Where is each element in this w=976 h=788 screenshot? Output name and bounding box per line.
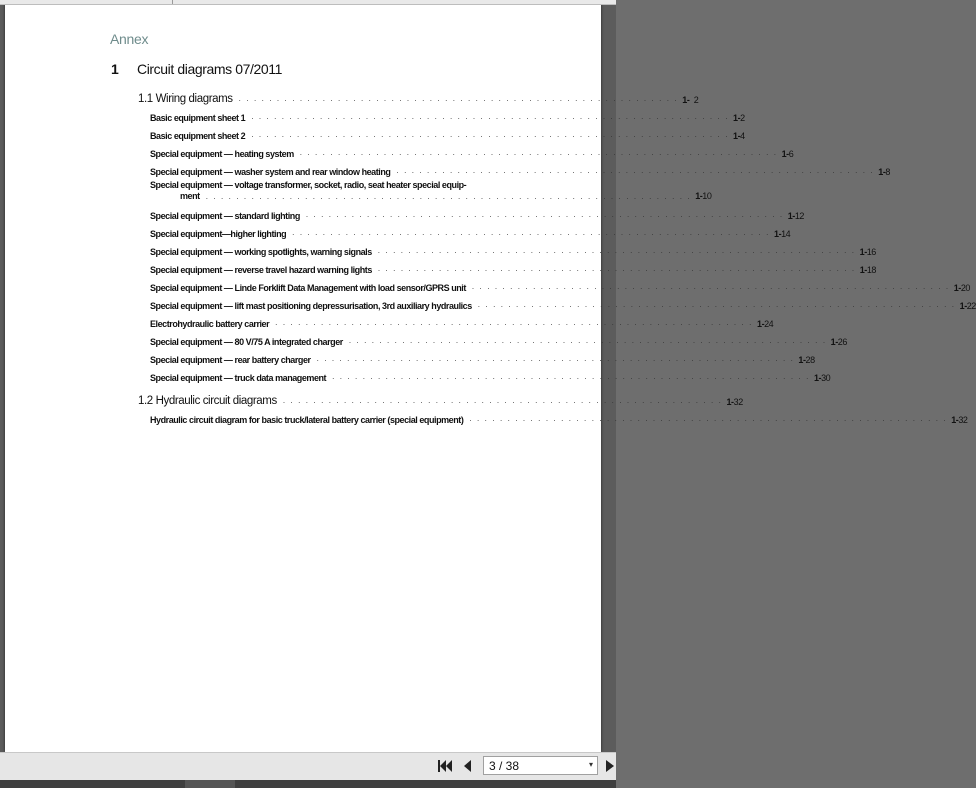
toc-item-label: Special equipment — standard lighting <box>150 211 306 221</box>
toc-page: 1-8 <box>878 167 890 177</box>
toc-item-label: Basic equipment sheet 2 <box>150 131 251 141</box>
toc-leader: . . . . . . . . . . . . . . . . . . . . . . . . . . . . . . . . . . . . . . . . . . . . . . . . . . . . . . . . . . . . . . . <box>316 354 795 363</box>
toc-item-label: Special equipment — Linde Forklift Data Management with load sensor/GPRS unit <box>150 283 472 293</box>
toc-page: 1-28 <box>798 355 815 365</box>
toc-item[interactable] <box>138 221 791 239</box>
toc-item[interactable] <box>138 105 745 123</box>
toc-page: 1-6 <box>781 149 794 159</box>
toc-heading-wiring[interactable] <box>138 87 699 105</box>
toc-leader: . . . . . . . . . . . . . . . . . . . . . . . . . . . . . . . . . . . . . . . . . . . . . . . . . . . . . . . . . . . . . . . <box>305 210 784 219</box>
toc-page: 1-26 <box>830 337 847 347</box>
toc-leader: . . . . . . . . . . . . . . . . . . . . . . . . . . . . . . . . . . . . . . . . . . . . . . . . . . . . . . . . . . <box>238 94 679 103</box>
toc-page: 1-2 <box>733 113 745 123</box>
toc-item-label: Special equipment — working spotlights, warning signals <box>150 247 378 257</box>
toc-page: 1-4 <box>733 131 745 141</box>
toc-leader: . . . . . . . . . . . . . . . . . . . . . . . . . . . . . . . . . . . . . . . . . . . . . . . . . . . . . . . . . . . . . . . <box>299 148 778 157</box>
toc-item[interactable] <box>138 275 970 293</box>
toc-leader: . . . . . . . . . . . . . . . . . . . . . . . . . . . . . . . . . . . . . . . . . . . . . . . . . . . . . . . . . . . . . . . <box>275 318 754 327</box>
page-selector[interactable] <box>483 756 598 775</box>
toc-page: 1-18 <box>859 265 876 275</box>
toc-item[interactable] <box>138 329 847 347</box>
first-page-icon[interactable] <box>437 758 453 774</box>
toc-leader: . . . . . . . . . . . . . . . . . . . . . . . . . . . . . . . . . . . . . . . . . . . . . . . . . . . . . . . . . . . . . . . <box>377 246 856 255</box>
chevron-down-icon: ▾ <box>588 760 593 769</box>
toc-item[interactable] <box>138 177 712 203</box>
toc-item-label: Special equipment — voltage transformer, socket, radio, seat heater special equip- <box>150 180 467 190</box>
toc-leader: . . . . . . . . . . . . . . . . . . . . . . . . . . . . . . . . . . . . . . . . . . . . . . . . . . . . . . . . . . . . . . . <box>477 300 956 309</box>
toc-item[interactable] <box>138 365 831 383</box>
next-page-icon[interactable] <box>604 758 616 774</box>
toc-item[interactable] <box>138 407 968 425</box>
toc-item[interactable] <box>138 159 890 177</box>
toc-item-label: Special equipment — reverse travel hazard warning lights <box>150 265 378 275</box>
toc-item-label: Hydraulic circuit diagram for basic truck/lateral battery carrier (special equipment) <box>150 415 469 425</box>
toc-item[interactable] <box>138 347 815 365</box>
toc-item-label: Basic equipment sheet 1 <box>150 113 251 123</box>
toc-item[interactable] <box>138 123 745 141</box>
toc-item[interactable] <box>138 257 876 275</box>
toc-page: 1-30 <box>813 373 831 383</box>
chapter-number: 1 <box>111 61 119 77</box>
taskbar-strip <box>0 780 616 788</box>
page-indicator: 3 / 38 <box>489 759 520 773</box>
toc-page: 1-32 <box>951 415 968 425</box>
toc-item[interactable] <box>138 239 876 257</box>
toc-item-label: Special equipment — heating system <box>150 149 300 159</box>
previous-page-icon[interactable] <box>461 758 473 774</box>
top-toolbar-edge <box>0 0 616 5</box>
toc-page: 1-24 <box>757 319 774 329</box>
toc-item-label: Electrohydraulic battery carrier <box>150 319 275 329</box>
toc-leader: . . . . . . . . . . . . . . . . . . . . . . . . . . . . . . . . . . . . . . . . . . . . . . . . . . . . . . . . . . <box>282 396 723 405</box>
toc-item-label-cont: ment <box>180 191 200 201</box>
toc-leader: . . . . . . . . . . . . . . . . . . . . . . . . . . . . . . . . . . . . . . . . . . . . . . . . . . . . . . . . . . . . . . . <box>251 130 730 139</box>
table-of-contents <box>138 87 976 425</box>
toc-leader: . . . . . . . . . . . . . . . . . . . . . . . . . . . . . . . . . . . . . . . . . . . . . . . . . . . . . . . . . . . . . . . <box>251 112 730 121</box>
toc-page: 1-10 <box>695 191 712 201</box>
toc-item-label: Special equipment — washer system and rear window heating <box>150 167 396 177</box>
toc-heading-hydraulic[interactable] <box>138 389 743 407</box>
toc-item[interactable] <box>138 293 976 311</box>
toc-item-label: Special equipment — 80 V/75 A integrated charger <box>150 337 349 347</box>
toc-leader: . . . . . . . . . . . . . . . . . . . . . . . . . . . . . . . . . . . . . . . . . . . . . . . . . . . . . . . . . . . . . . . <box>396 166 875 175</box>
toc-leader: . . . . . . . . . . . . . . . . . . . . . . . . . . . . . . . . . . . . . . . . . . . . . . . . . . . . . . . . . . . . . . . <box>377 264 856 273</box>
toc-item-label: Special equipment — truck data management <box>150 373 332 383</box>
section-label: Annex <box>110 31 149 47</box>
toc-leader: . . . . . . . . . . . . . . . . . . . . . . . . . . . . . . . . . . . . . . . . . . . . . . . . . . . . . . . . . . . . . . . <box>332 372 810 381</box>
chapter-title: Circuit diagrams 07/2011 <box>137 61 282 77</box>
toc-item[interactable] <box>138 311 774 329</box>
toc-item-label: Special equipment — lift mast positioning depressurisation, 3rd auxiliary hydraulics <box>150 301 478 311</box>
toc-page: 1- 2 <box>682 95 699 105</box>
toc-page: 1-14 <box>774 229 791 239</box>
toc-item-label: Special equipment — rear battery charger <box>150 355 317 365</box>
toc-item[interactable] <box>138 141 794 159</box>
toc-leader: . . . . . . . . . . . . . . . . . . . . . . . . . . . . . . . . . . . . . . . . . . . . . . . . . . . . . . . . . . . . . . . . <box>205 192 692 201</box>
toc-item[interactable] <box>138 203 804 221</box>
toc-page: 1-16 <box>859 247 876 257</box>
toc-page: 1-20 <box>953 283 970 293</box>
toc-heading-label: 1.2 Hydraulic circuit diagrams <box>138 395 283 407</box>
toc-page: 1-12 <box>787 211 804 221</box>
toc-page: 1-32 <box>726 397 743 407</box>
toc-leader: . . . . . . . . . . . . . . . . . . . . . . . . . . . . . . . . . . . . . . . . . . . . . . . . . . . . . . . . . . . . . . . <box>469 414 948 423</box>
toc-leader: . . . . . . . . . . . . . . . . . . . . . . . . . . . . . . . . . . . . . . . . . . . . . . . . . . . . . . . . . . . . . . . <box>471 282 950 291</box>
document-page <box>5 0 976 752</box>
toc-heading-label: 1.1 Wiring diagrams <box>138 93 239 105</box>
toc-leader: . . . . . . . . . . . . . . . . . . . . . . . . . . . . . . . . . . . . . . . . . . . . . . . . . . . . . . . . . . . . . . . <box>348 336 827 345</box>
toc-page: 1-22 <box>959 301 976 311</box>
toc-item-label: Special equipment—higher lighting <box>150 229 292 239</box>
toc-leader: . . . . . . . . . . . . . . . . . . . . . . . . . . . . . . . . . . . . . . . . . . . . . . . . . . . . . . . . . . . . . . . <box>292 228 771 237</box>
